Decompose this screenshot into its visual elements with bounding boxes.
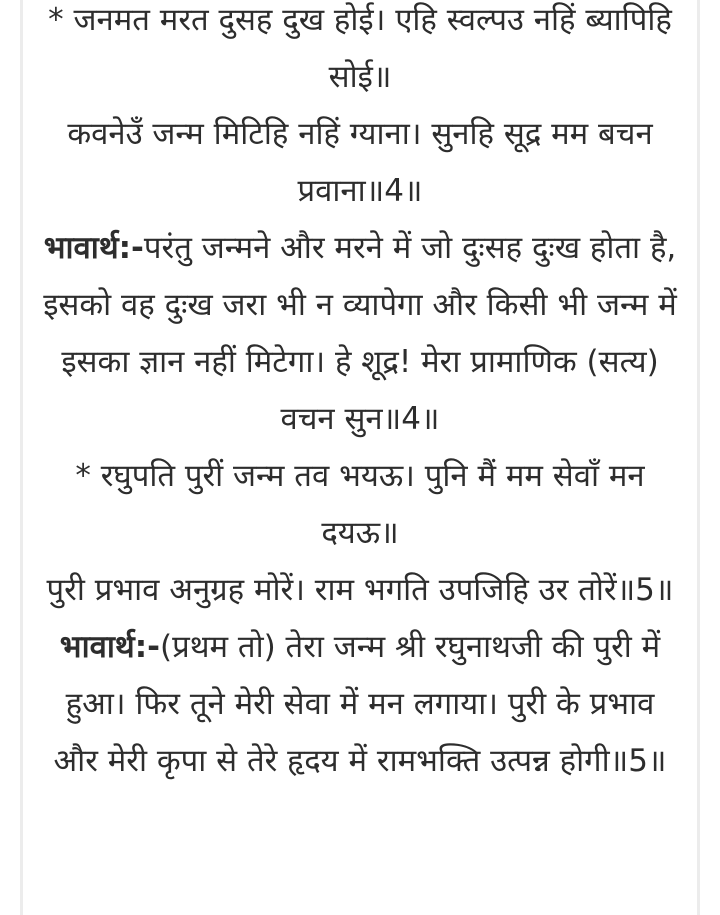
verse-4-meaning	[40, 220, 680, 448]
verse-5-chaupai-second: पुरी प्रभाव अनुग्रह मोरें। राम भगति उपजिहि उर तोरें॥5॥	[46, 572, 674, 608]
verse-5-meaning	[40, 619, 680, 790]
right-edge-divider	[697, 0, 700, 915]
meaning-text: (प्रथम तो) तेरा जन्म श्री रघुनाथजी की पुरी में हुआ। फिर तूने मेरी सेवा में मन लगाया। पुरी के प्रभाव और मेरी कृपा से तेरे हृदय में रामभक्ति उत्पन्न होगी॥5॥	[53, 629, 667, 779]
verse-5-chaupai-first: * रघुपति पुरीं जन्म तव भयऊ। पुनि मैं मम सेवाँ मन दयऊ॥	[75, 458, 645, 551]
left-edge-divider	[20, 0, 23, 915]
verse-content	[40, 0, 680, 790]
meaning-label: भावार्थ:-	[43, 230, 144, 266]
verse-4-chaupai-first: * जनमत मरत दुसह दुख होई। एहि स्वल्पउ नहिं ब्यापिहि सोई॥	[48, 2, 672, 95]
meaning-label: भावार्थ:-	[59, 629, 160, 665]
meaning-text: परंतु जन्मने और मरने में जो दुःसह दुःख होता है, इसको वह दुःख जरा भी न व्यापेगा और किसी भी जन्म में इसका ज्ञान नहीं मिटेगा। हे शूद्र! मेरा प्रामाणिक (सत्य) वचन सुन॥4॥	[43, 230, 677, 437]
verse-4-chaupai-second: कवनेउँ जन्म मिटिहि नहिं ग्याना। सुनहि सूद्र मम बचन प्रवाना॥4॥	[67, 116, 653, 209]
